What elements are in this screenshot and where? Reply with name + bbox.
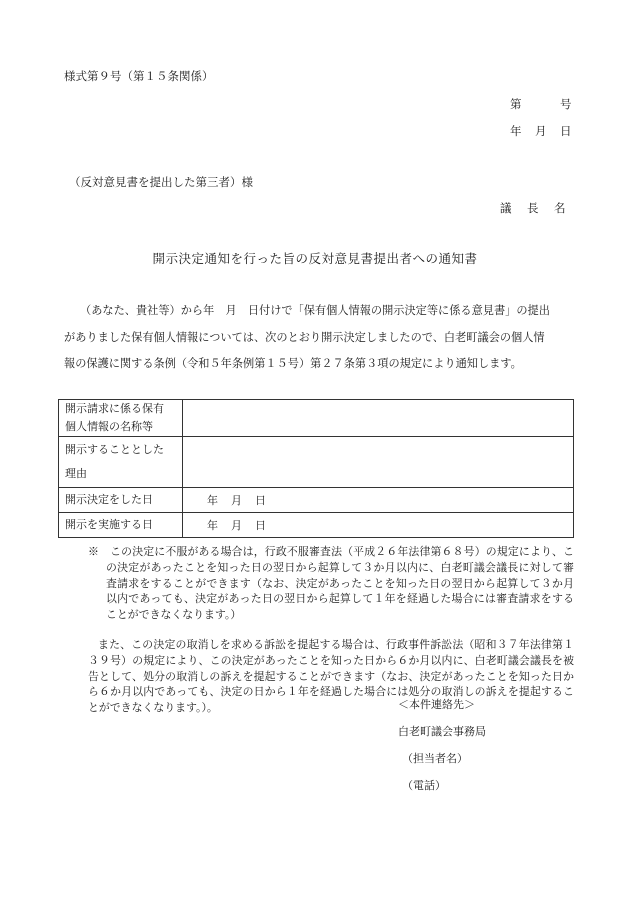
table-label-cell <box>59 437 183 488</box>
table-row <box>59 400 574 437</box>
lawsuit-note <box>78 637 574 716</box>
body-line-2: がありました保有個人情報については、次のとおり開示決定しましたので、白老町議会の個人情 <box>64 331 545 344</box>
contact-heading: ＜本件連絡先＞ <box>398 698 475 711</box>
table-label-cell <box>59 400 183 437</box>
row1-label-a: 開示請求に係る保有 <box>65 402 164 415</box>
form-id: 様式第９号（第１５条関係） <box>64 69 214 83</box>
row3-label: 開示決定をした日 <box>59 488 183 513</box>
row2-label-a: 開示することとした <box>65 443 164 456</box>
disclosure-reason-field[interactable] <box>183 437 574 488</box>
contact-office: 白老町議会事務局 <box>398 725 486 738</box>
row1-label-b: 個人情報の名称等 <box>65 420 153 433</box>
requested-info-name-field[interactable] <box>183 400 574 437</box>
document-number: 第 号 <box>510 97 573 111</box>
table-row <box>59 513 574 538</box>
info-table <box>58 399 574 538</box>
table-row <box>59 488 574 513</box>
body-line-3: 報の保護に関する条例（令和５年条例第１５号）第２７条第３項の規定により通知します。 <box>64 357 522 370</box>
document-date: 年 月 日 <box>510 124 573 138</box>
sender-name: 議 長 名 <box>500 201 568 215</box>
contact-phone: （電話） <box>402 779 446 792</box>
appeal-note-text: ※ この決定に不服がある場合は，行政不服審査法（平成２６年法律第６８号）の規定により、この決定があったことを知った日の翌日から起算して３か月以内に、白老町議会議長に対して審 査請求をすることができます（なお、決定があったことを知った日の翌日から起算して３か月以内であっても、決定があった日の翌日から起算して１年を経過した場合には審査請求をすることができなくなります。） <box>88 545 585 622</box>
implementation-date-field[interactable]: 年 月 日 <box>183 513 574 538</box>
row2-label-b: 理由 <box>65 467 87 480</box>
row4-label: 開示を実施する日 <box>59 513 183 538</box>
decision-date-field[interactable]: 年 月 日 <box>183 488 574 513</box>
contact-person: （担当者名） <box>402 752 468 765</box>
body-line-1: （あなた、貴社等）から年 月 日付けで「保有個人情報の開示決定等に係る意見書」の提出 <box>80 304 550 317</box>
document-title: 開示決定通知を行った旨の反対意見書提出者への通知書 <box>152 251 478 266</box>
lawsuit-note-text: また、この決定の取消しを求める訴訟を提起する場合は、行政事件訴訟法（昭和３７年法律第１３９号）の規定により、この決定があったことを知った日から６か月以内に、白老町議会議長を被告として、処分の取消しの訴えを提起することができます（なお、決定があったことを知った日から６か月以内であっても、決定の日から１年を経過した場合には処分の取消しの訴えを提起することができなくなります。）。 <box>88 638 574 715</box>
appeal-note <box>78 544 585 623</box>
addressee: （反対意見書を提出した第三者）様 <box>69 175 253 189</box>
table-row <box>59 437 574 488</box>
